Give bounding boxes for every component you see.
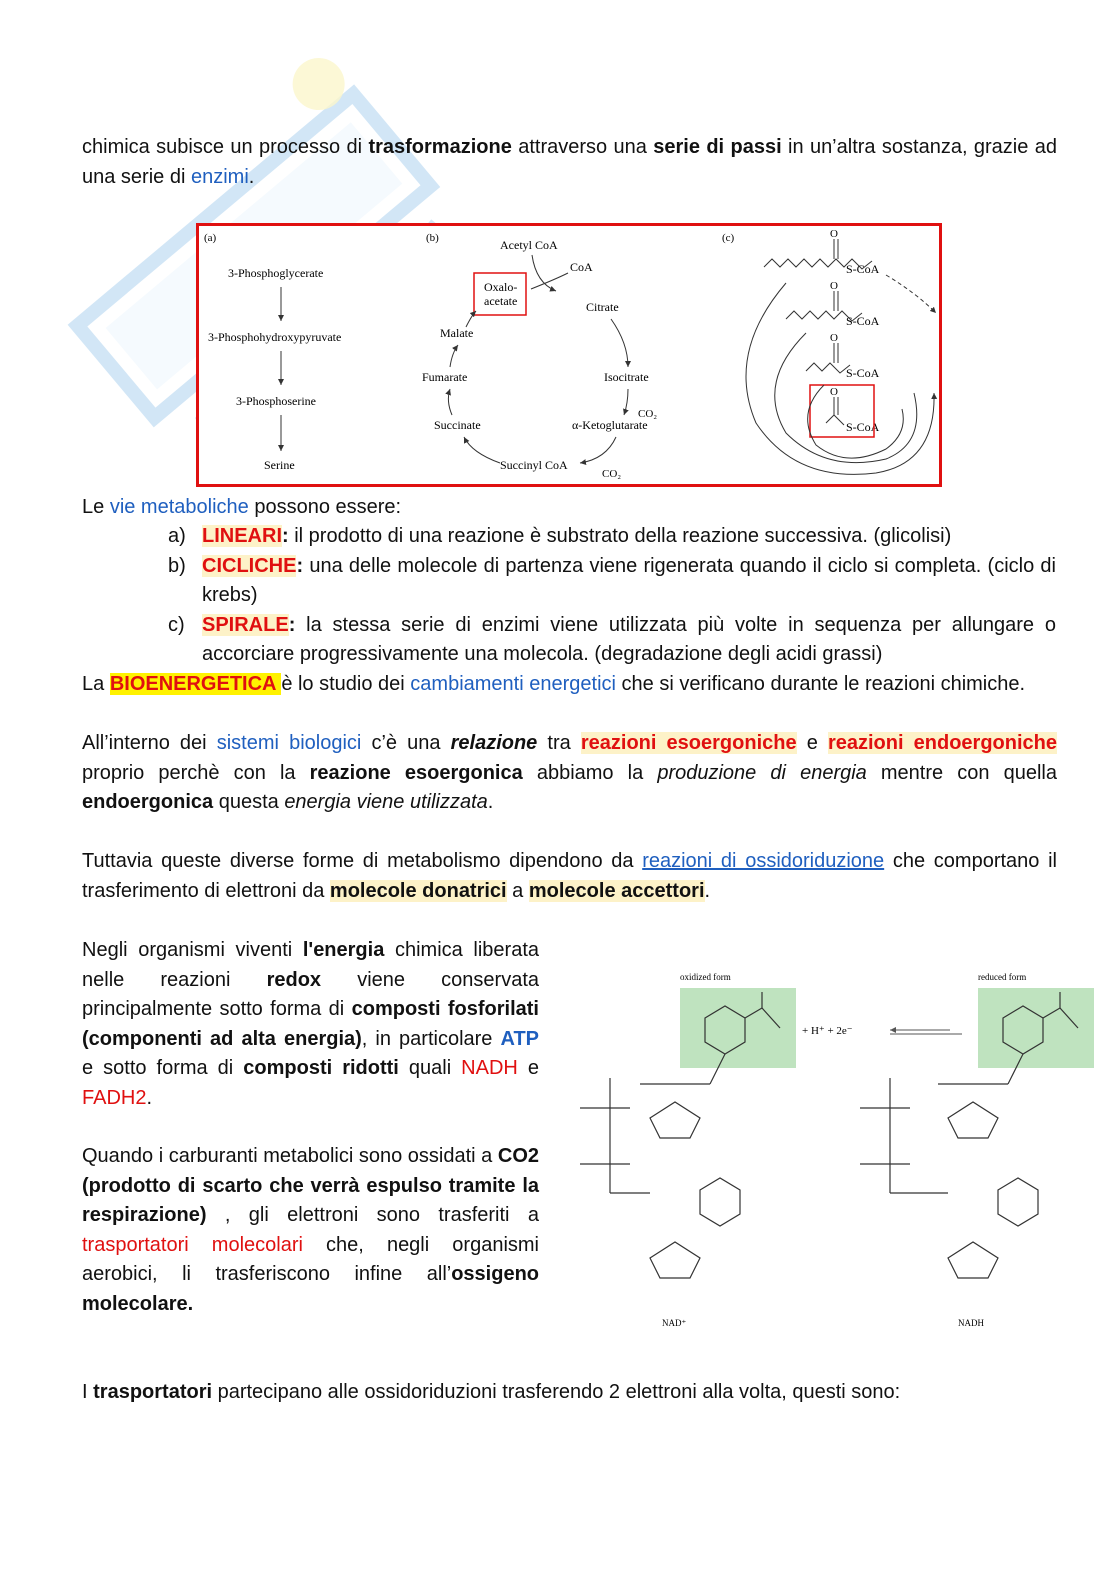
- text: Le: [82, 496, 110, 518]
- text: a: [506, 879, 529, 902]
- oxygen-label: O: [830, 332, 838, 344]
- nad-nadh-figure: [550, 968, 1100, 1330]
- term-reazioni-esoergoniche: reazioni esoergoniche: [580, 732, 797, 754]
- bold-term: composti fosforilati (componenti ad alta energia): [82, 998, 539, 1050]
- text: abbiamo la: [522, 761, 658, 784]
- nad-label: NAD⁺: [662, 1318, 687, 1328]
- text: Tuttavia queste diverse forme di metabolismo dipendono da: [82, 850, 643, 872]
- colon: :: [282, 525, 289, 547]
- malate-label: Malate: [440, 326, 474, 340]
- reazioni-ossidoriduzione-link[interactable]: reazioni di ossidoriduzione: [642, 850, 885, 872]
- text: e: [796, 732, 828, 754]
- text: tra: [537, 732, 581, 754]
- text: quali: [398, 1057, 462, 1079]
- vie-metaboliche-intro: [82, 493, 1057, 523]
- text: mentre con quella: [866, 761, 1057, 784]
- term-bioenergetica: BIOENERGETICA: [109, 673, 282, 695]
- text: I: [82, 1381, 94, 1403]
- text: , in particolare: [361, 1027, 501, 1050]
- intro-paragraph: [82, 133, 1057, 192]
- list-item-text: il prodotto di una reazione è substrato della reazione successiva. (glicolisi): [288, 525, 952, 547]
- step-serine: Serine: [264, 458, 295, 472]
- text: chimica subisce un processo di: [82, 136, 369, 158]
- italic-term: energia viene utilizzata: [284, 791, 488, 813]
- text: questa: [213, 791, 285, 813]
- nadh-label: NADH: [958, 1318, 984, 1328]
- coa-label: CoA: [570, 260, 593, 274]
- term-relazione: relazione: [450, 732, 538, 754]
- text: che, negli organismi aerobici, li trasferiscono infine all’: [82, 1233, 539, 1285]
- colon: :: [296, 554, 304, 577]
- succinyl-coa-label: Succinyl CoA: [500, 458, 568, 472]
- carburanti-paragraph: [82, 1142, 539, 1319]
- panel-b-label: (b): [426, 232, 439, 244]
- text: e sotto forma di: [82, 1057, 244, 1079]
- oxaloacetate-label: Oxalo-: [484, 280, 518, 294]
- scoa-label: S-CoA: [846, 314, 880, 328]
- text: c’è una: [361, 732, 451, 754]
- list-marker: c): [168, 613, 185, 636]
- term-spirale: SPIRALE: [202, 613, 289, 636]
- reduced-form-label: reduced form: [978, 972, 1027, 982]
- sistemi-biologici-link[interactable]: sistemi biologici: [216, 732, 362, 754]
- text: , gli elettroni sono trasferiti a: [206, 1204, 539, 1226]
- step-3-phosphohydroxypyruvate: 3-Phosphohydroxypyruvate: [208, 330, 342, 344]
- bold-term: reazione esoergonica: [309, 761, 523, 784]
- bold-term: trasformazione: [368, 136, 512, 158]
- scoa-label: S-CoA: [846, 420, 880, 434]
- citrate-label: Citrate: [586, 300, 619, 314]
- text: attraverso una: [511, 136, 654, 158]
- list-item: [168, 552, 1056, 611]
- italic-term: produzione di energia: [657, 761, 867, 784]
- text: è lo studio dei: [281, 673, 411, 695]
- term-lineari: LINEARI: [202, 525, 282, 547]
- list-item: [168, 611, 1056, 670]
- bold-term: l'energia: [302, 939, 385, 961]
- text: viene conservata principalmente sotto forma di: [82, 968, 539, 1020]
- list-item-text: la stessa serie di enzimi viene utilizzata più volte in sequenza per allungare o accorciare progressivamente una molecola. (degradazione degli acidi grassi): [202, 613, 1056, 665]
- text: in un’altra sostanza, grazie ad una serie di: [82, 136, 1057, 188]
- text: La: [82, 673, 110, 695]
- panel-c-label: (c): [722, 232, 735, 244]
- list-item-text: una delle molecole di partenza viene rigenerata quando il ciclo si completa. (ciclo di krebs): [202, 554, 1056, 606]
- cambiamenti-energetici-link[interactable]: cambiamenti energetici: [410, 673, 616, 695]
- text: e: [517, 1057, 539, 1079]
- list-marker: a): [168, 525, 186, 547]
- co2-label: CO₂: [602, 468, 622, 480]
- acetyl-coa-label: Acetyl CoA: [500, 238, 558, 252]
- reaction-equation: + H⁺ + 2e⁻: [802, 1025, 853, 1037]
- text: partecipano alle ossidoriduzioni trasferendo 2 elettroni alla volta, questi sono:: [212, 1381, 901, 1403]
- figure-border: [198, 225, 941, 486]
- sistemi-biologici-paragraph: [82, 729, 1057, 818]
- text: Quando i carburanti metabolici sono ossidati a: [82, 1145, 498, 1167]
- text: chimica liberata nelle reazioni: [82, 939, 539, 991]
- term-molecole-accettori: molecole accettori: [528, 879, 705, 902]
- panel-a-label: (a): [204, 232, 217, 244]
- scoa-label: S-CoA: [846, 262, 880, 276]
- text: .: [487, 791, 494, 813]
- term-molecole-donatrici: molecole donatrici: [329, 879, 507, 902]
- bioenergetica-paragraph: [82, 670, 1057, 700]
- step-3-phosphoglycerate: 3-Phosphoglycerate: [228, 266, 324, 280]
- term-cicliche: CICLICHE: [202, 554, 297, 577]
- text: che comportano il trasferimento di elettroni da: [82, 850, 1057, 902]
- isocitrate-label: Isocitrate: [604, 370, 649, 384]
- oxygen-label: O: [830, 386, 838, 398]
- list-marker: b): [168, 554, 186, 577]
- term-atp: ATP: [500, 1027, 540, 1050]
- bold-term: composti ridotti: [243, 1057, 399, 1079]
- oxygen-label: O: [830, 228, 838, 240]
- colon: :: [288, 613, 296, 636]
- text: Negli organismi viventi: [82, 939, 303, 961]
- bold-term: trasportatori: [93, 1381, 213, 1403]
- text: proprio perchè con la: [82, 761, 310, 784]
- list-item: [168, 522, 1056, 552]
- text: possono essere:: [248, 496, 402, 518]
- scoa-label: S-CoA: [846, 366, 880, 380]
- text: che si verificano durante le reazioni chimiche.: [615, 673, 1026, 695]
- text: .: [248, 165, 255, 188]
- text: .: [704, 879, 711, 902]
- bold-term: ossigeno molecolare.: [82, 1263, 539, 1315]
- bold-term: CO2 (prodotto di scarto che verrà espulso tramite la respirazione): [82, 1145, 539, 1226]
- metabolic-pathways-figure: [196, 223, 942, 487]
- ossidoriduzione-paragraph: [82, 847, 1057, 906]
- energia-redox-paragraph: [82, 936, 539, 1113]
- fumarate-label: Fumarate: [422, 370, 468, 384]
- alpha-ketoglutarate-label: α-Ketoglutarate: [572, 418, 648, 432]
- term-fadh2: FADH2: [82, 1086, 147, 1109]
- text: All’interno dei: [82, 732, 217, 754]
- bold-term: redox: [266, 968, 322, 991]
- term-nadh: NADH: [461, 1057, 518, 1079]
- reduced-highlight: [978, 988, 1094, 1068]
- term-trasportatori-molecolari: trasportatori molecolari: [82, 1233, 303, 1256]
- enzimi-link[interactable]: enzimi: [190, 165, 249, 188]
- text: .: [146, 1086, 153, 1109]
- term-reazioni-endoergoniche: reazioni endoergoniche: [827, 732, 1057, 754]
- oxygen-label: O: [830, 280, 838, 292]
- oxidized-form-label: oxidized form: [680, 972, 731, 982]
- succinate-label: Succinate: [434, 418, 481, 432]
- oxidized-highlight: [680, 988, 796, 1068]
- oxaloacetate-label: acetate: [484, 294, 518, 308]
- vie-metaboliche-link[interactable]: vie metaboliche: [109, 496, 249, 518]
- pathway-types-list: [168, 522, 1056, 670]
- co2-label: CO₂: [638, 408, 658, 420]
- bold-term: endoergonica: [82, 791, 214, 813]
- step-3-phosphoserine: 3-Phosphoserine: [236, 394, 316, 408]
- bold-term: serie di passi: [653, 136, 782, 158]
- trasportatori-paragraph: [82, 1378, 1057, 1408]
